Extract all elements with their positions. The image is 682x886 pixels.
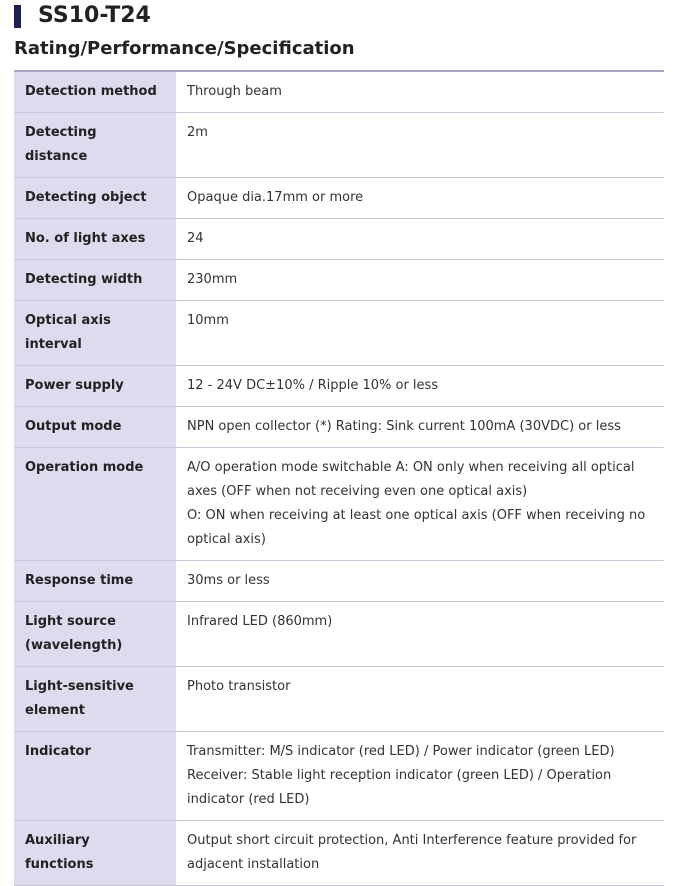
row-value (176, 448, 664, 561)
row-value: Photo transistor (176, 667, 664, 732)
table-row (14, 301, 664, 366)
table-row (14, 448, 664, 561)
row-label: Detection method (14, 72, 176, 113)
row-label: No. of light axes (14, 219, 176, 260)
value-line: Receiver: Stable light reception indicator (green LED) / Operation indicator (red LED) (187, 768, 612, 807)
row-value: Through beam (176, 72, 664, 113)
row-value: 230mm (176, 260, 664, 301)
row-label: Light-sensitive element (14, 667, 176, 732)
row-value: Opaque dia.17mm or more (176, 178, 664, 219)
table-row (14, 113, 664, 178)
row-label: Operation mode (14, 448, 176, 561)
row-label: Indicator (14, 732, 176, 821)
row-label: Detecting distance (14, 113, 176, 178)
row-label: Power supply (14, 366, 176, 407)
product-name: SS10-T24 (38, 3, 151, 28)
value-line: O: ON when receiving at least one optical axis (OFF when receiving no optical axis) (187, 508, 646, 547)
row-label: Auxiliary functions (14, 821, 176, 886)
value-line: Transmitter: M/S indicator (red LED) / Power indicator (green LED) (187, 744, 615, 759)
row-label: Output mode (14, 407, 176, 448)
row-label: Detecting width (14, 260, 176, 301)
row-value: 2m (176, 113, 664, 178)
row-label: Light source (wavelength) (14, 602, 176, 667)
row-value: 30ms or less (176, 561, 664, 602)
table-row (14, 260, 664, 301)
section-heading: Rating/Performance/Specification (14, 36, 664, 73)
table-row (14, 667, 664, 732)
row-value: 24 (176, 219, 664, 260)
row-value: 10mm (176, 301, 664, 366)
table-row (14, 366, 664, 407)
row-value: Output short circuit protection, Anti Interference feature provided for adjacent installation (176, 821, 664, 886)
row-value: NPN open collector (*) Rating: Sink current 100mA (30VDC) or less (176, 407, 664, 448)
table-row (14, 178, 664, 219)
row-value (176, 732, 664, 821)
table-row (14, 407, 664, 448)
spec-table (14, 72, 664, 886)
row-label: Detecting object (14, 178, 176, 219)
table-row (14, 219, 664, 260)
row-value: Infrared LED (860mm) (176, 602, 664, 667)
page-title (14, 2, 151, 30)
row-value: 12 - 24V DC±10% / Ripple 10% or less (176, 366, 664, 407)
row-label: Optical axis interval (14, 301, 176, 366)
table-row (14, 732, 664, 821)
table-row (14, 821, 664, 886)
title-accent-bar (14, 5, 21, 28)
value-line: A/O operation mode switchable A: ON only when receiving all optical axes (OFF when not receiving even one optical axis) (187, 460, 635, 499)
row-label: Response time (14, 561, 176, 602)
table-row (14, 602, 664, 667)
table-row (14, 561, 664, 602)
table-row (14, 72, 664, 113)
